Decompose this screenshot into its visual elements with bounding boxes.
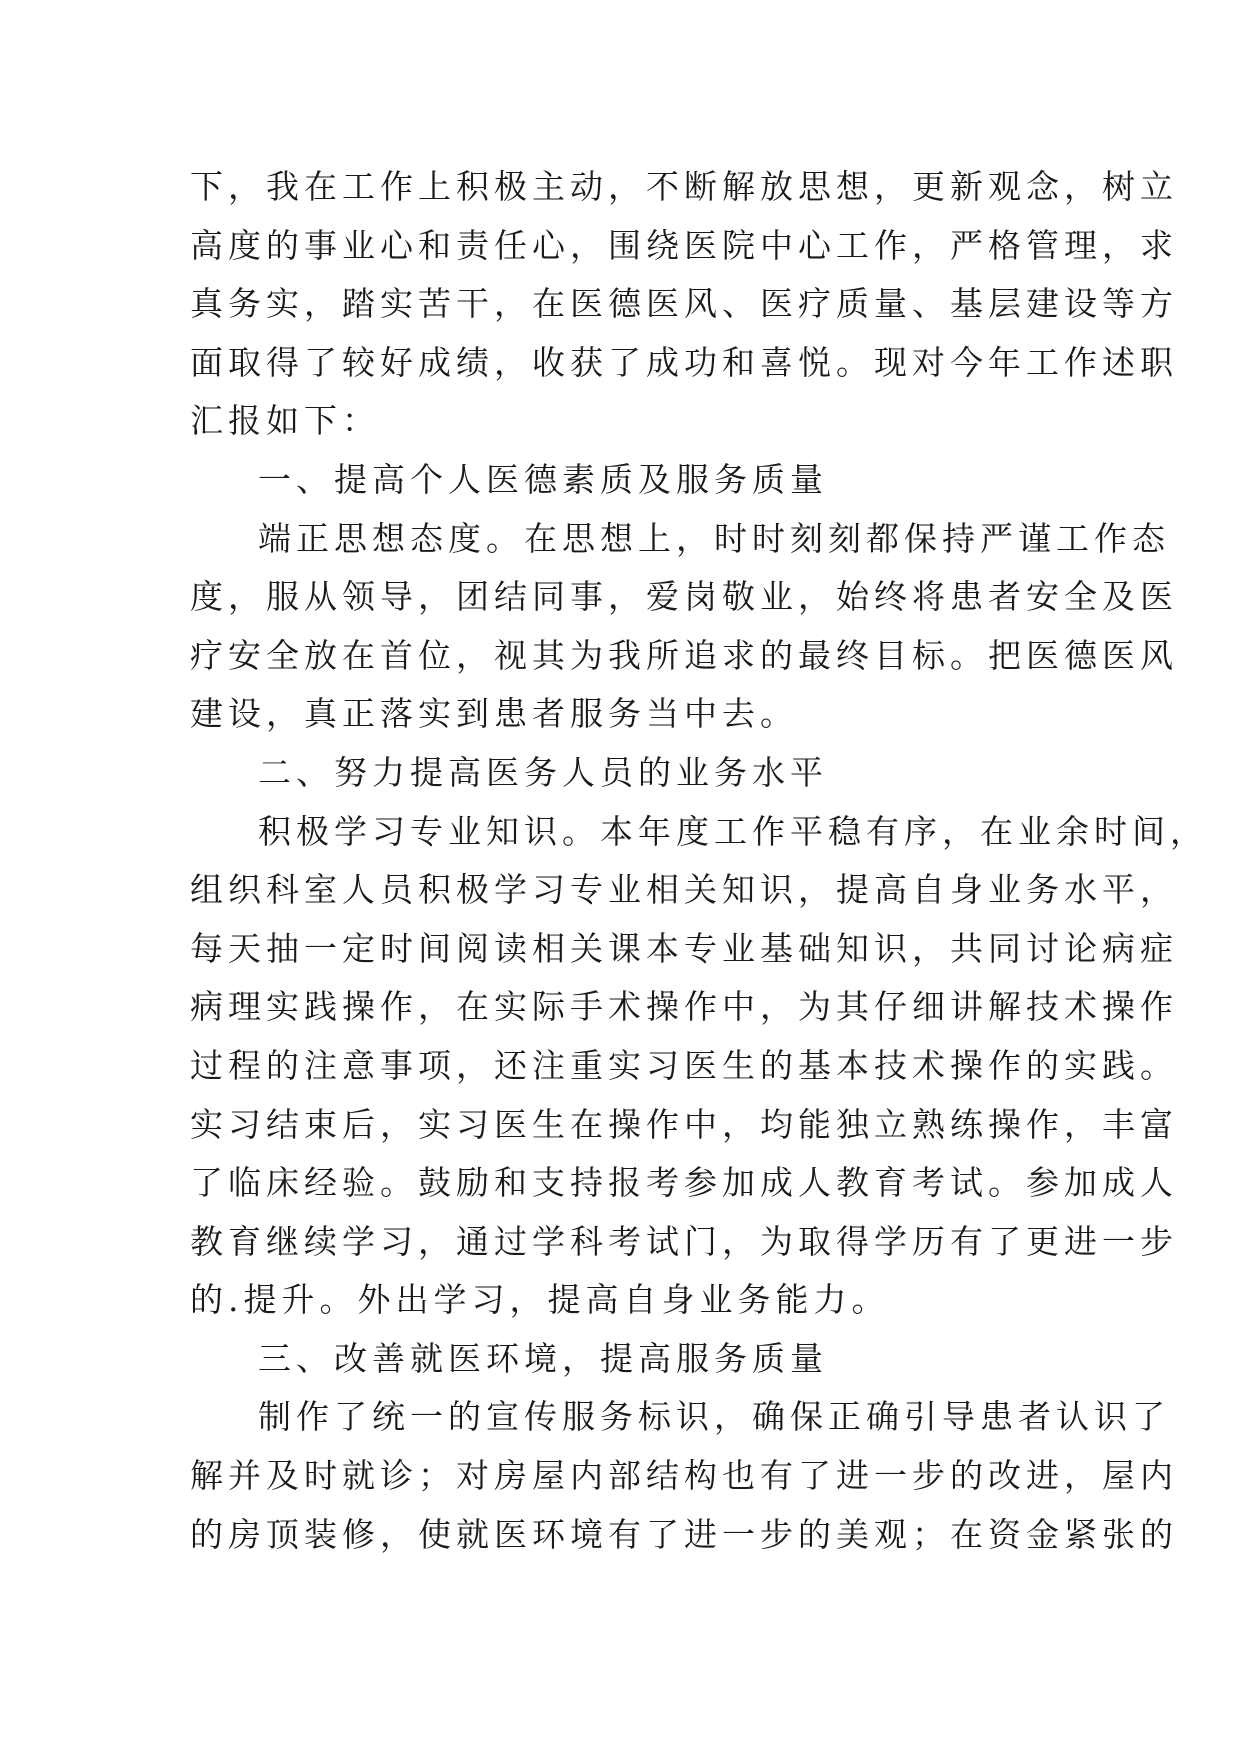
text-line: 病理实践操作，在实际手术操作中，为其仔细讲解技术操作: [190, 987, 1178, 1027]
paragraph-start: 积极学习专业知识。本年度工作平稳有序，在业余时间，: [258, 811, 1208, 851]
section-heading-2: 二、努力提高医务人员的业务水平: [258, 752, 828, 792]
body-text: [190, 158, 1208, 1564]
text-line: 面取得了较好成绩，收获了成功和喜悦。现对今年工作述职: [190, 342, 1178, 382]
text-line: 汇报如下：: [190, 401, 380, 441]
section-heading-1: 一、提高个人医德素质及服务质量: [258, 459, 828, 499]
text-line: 实习结束后，实习医生在操作中，均能独立熟练操作，丰富: [190, 1104, 1178, 1144]
text-line: 教育继续学习，通过学科考试门，为取得学历有了更进一步: [190, 1221, 1178, 1261]
text-line: 疗安全放在首位，视其为我所追求的最终目标。把医德医风: [190, 635, 1178, 675]
paragraph-start: 制作了统一的宣传服务标识，确保正确引导患者认识了: [258, 1397, 1170, 1437]
text-line: 的房顶装修，使就医环境有了进一步的美观；在资金紧张的: [190, 1514, 1178, 1554]
text-line: 真务实，踏实苦干，在医德医风、医疗质量、基层建设等方: [190, 284, 1178, 324]
text-line: 度，服从领导，团结同事，爱岗敬业，始终将患者安全及医: [190, 577, 1178, 617]
text-line: 下，我在工作上积极主动，不断解放思想，更新观念，树立: [190, 167, 1178, 206]
text-line: 建设，真正落实到患者服务当中去。: [190, 694, 798, 734]
text-line: 高度的事业心和责任心，围绕医院中心工作，严格管理，求: [190, 225, 1178, 265]
text-line: 每天抽一定时间阅读相关课本专业基础知识，共同讨论病症: [190, 928, 1178, 968]
text-line: 了临床经验。鼓励和支持报考参加成人教育考试。参加成人: [190, 1163, 1178, 1203]
paragraph-start: 端正思想态度。在思想上，时时刻刻都保持严谨工作态: [258, 518, 1170, 558]
text-line: 过程的注意事项，还注重实习医生的基本技术操作的实践。: [190, 1045, 1178, 1085]
text-line: 的.提升。外出学习，提高自身业务能力。: [190, 1280, 890, 1320]
text-line: 组织科室人员积极学习专业相关知识，提高自身业务水平，: [190, 870, 1178, 910]
section-heading-3: 三、改善就医环境，提高服务质量: [258, 1338, 828, 1378]
text-line: 解并及时就诊；对房屋内部结构也有了进一步的改进，屋内: [190, 1456, 1178, 1496]
